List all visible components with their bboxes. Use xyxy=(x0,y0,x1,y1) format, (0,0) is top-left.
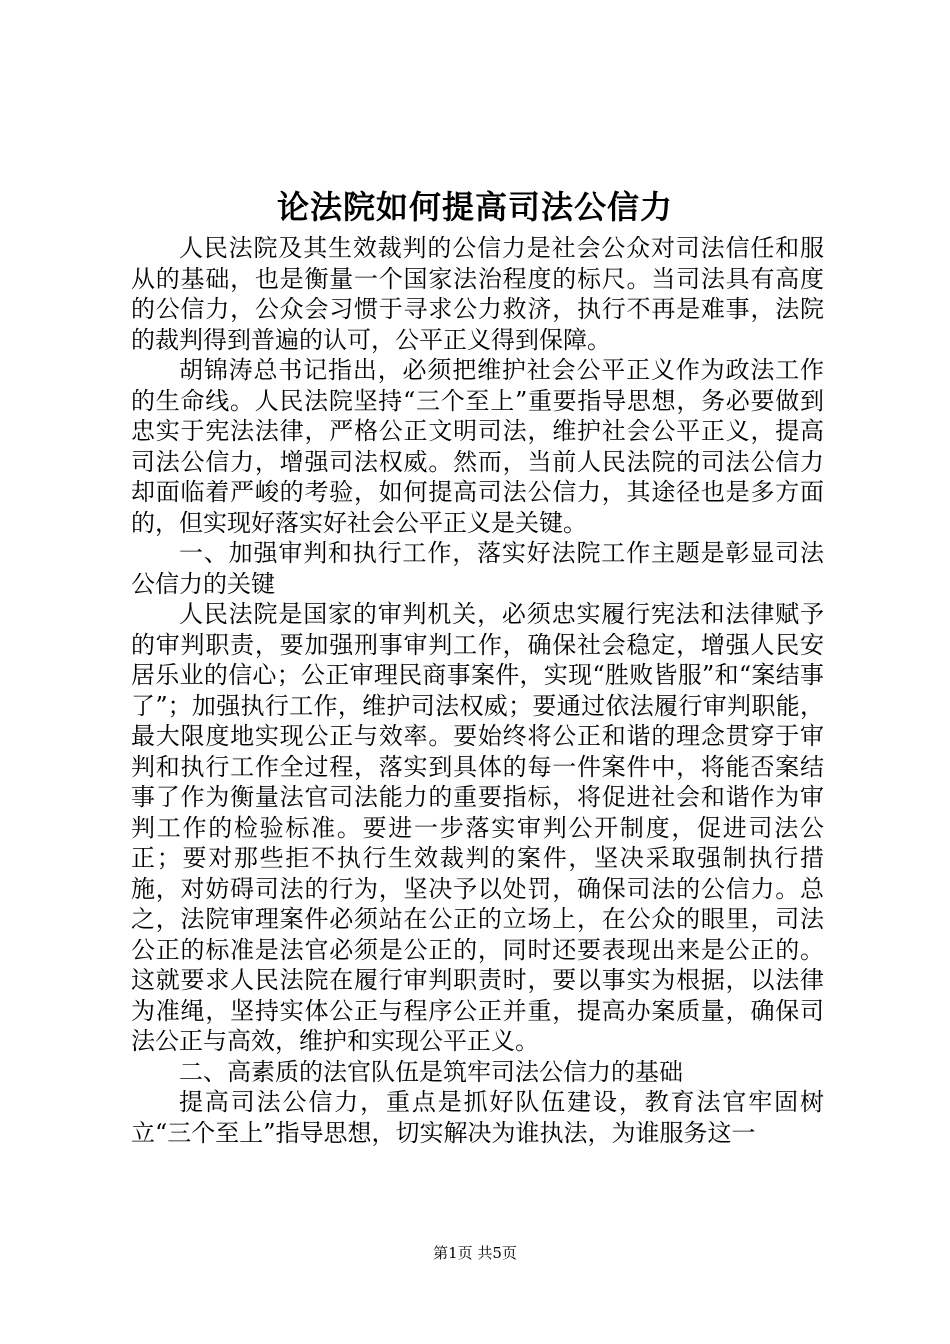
paragraph-intro: 人民法院及其生效裁判的公信力是社会公众对司法信任和服从的基础，也是衡量一个国家法治程度的标尺。当司法具有高度的公信力，公众会习惯于寻求公力救济，执行不再是难事，法院的裁判得到普遍的认可，公平正义得到保障。 xyxy=(131,234,824,354)
paragraph-team-building: 提高司法公信力，重点是抓好队伍建设，教育法官牢固树立“三个至上”指导思想，切实解决为谁执法，为谁服务这一 xyxy=(131,1088,824,1147)
page-footer: 第1页 共5页 xyxy=(433,1244,517,1262)
paragraph-trial-execution: 人民法院是国家的审判机关，必须忠实履行宪法和法律赋予的审判职责，要加强刑事审判工作，确保社会稳定，增强人民安居乐业的信心；公正审理民商事案件，实现“胜败皆服”和“案结事了”；加强执行工作，维护司法权威；要通过依法履行审判职能，最大限度地实现公正与效率。要始终将公正和谐的理念贯穿于审判和执行工作全过程，落实到具体的每一件案件中，将能否案结事了作为衡量法官司法能力的重要指标，将促进社会和谐作为审判工作的检验标准。要进一步落实审判公开制度，促进司法公正；要对那些拒不执行生效裁判的案件，坚决采取强制执行措施，对妨碍司法的行为，坚决予以处罚，确保司法的公信力。总之，法院审理案件必须站在公正的立场上，在公众的眼里，司法公正的标准是法官必须是公正的，同时还要表现出来是公正的。这就要求人民法院在履行审判职责时，要以事实为根据，以法律为准绳，坚持实体公正与程序公正并重，提高办案质量，确保司法公正与高效，维护和实现公平正义。 xyxy=(131,600,824,1055)
document-title: 论法院如何提高司法公信力 xyxy=(276,188,673,226)
paragraph-lifeline: 胡锦涛总书记指出，必须把维护社会公平正义作为政法工作的生命线。人民法院坚持“三个至上”重要指导思想，务必要做到忠实于宪法法律，严格公正文明司法，维护社会公平正义，提高司法公信力，增强司法权威。然而，当前人民法院的司法公信力却面临着严峻的考验，如何提高司法公信力，其途径也是多方面的，但实现好落实好社会公平正义是关键。 xyxy=(131,356,824,537)
section-heading-1: 一、加强审判和执行工作，落实好法院工作主题是彰显司法公信力的关键 xyxy=(131,539,824,598)
section-heading-2: 二、高素质的法官队伍是筑牢司法公信力的基础 xyxy=(179,1057,683,1086)
document-body xyxy=(131,233,824,1148)
